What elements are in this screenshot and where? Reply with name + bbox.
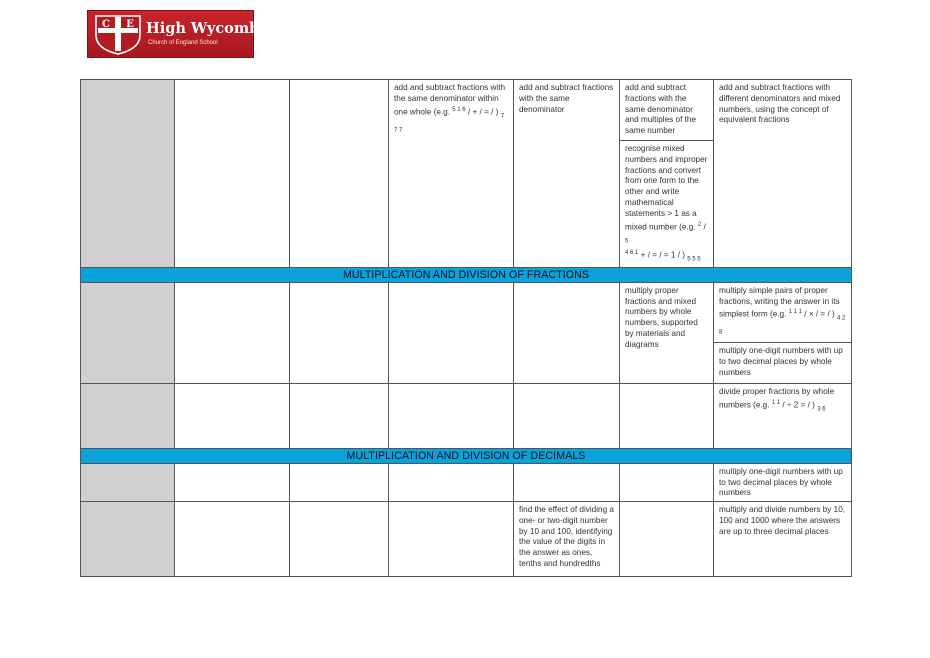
fraction-denominators: 4 2 8 — [719, 315, 846, 337]
fraction-numerators: 4 6 1 — [625, 249, 639, 256]
section-title: MULTIPLICATION AND DIVISION OF FRACTIONS — [81, 267, 852, 282]
fraction-denominators: 7 7 7 — [394, 112, 505, 134]
school-subtitle: Church of England School — [148, 40, 218, 46]
cell-y6-divide-fractions — [714, 383, 852, 448]
empty-cell — [389, 383, 514, 448]
table-row — [81, 80, 852, 268]
row-label-cell — [81, 80, 175, 268]
fraction-numerators: 1 1 1 — [788, 309, 802, 316]
cell-y5-multiply-fractions: multiply proper fractions and mixed numbers by whole numbers, supported by materials and diagrams — [620, 282, 714, 383]
row-label-cell — [81, 383, 175, 448]
empty-cell — [290, 502, 389, 577]
cell-y6-add-subtract: add and subtract fractions with different denominators and mixed numbers, using the concept of equivalent fractions — [714, 80, 852, 268]
row-label-cell — [81, 282, 175, 383]
empty-cell — [620, 383, 714, 448]
empty-cell — [620, 463, 714, 501]
table-row — [81, 282, 852, 383]
mixed-numbers-block — [620, 140, 713, 265]
empty-cell — [514, 282, 620, 383]
cell-y4-add-subtract: add and subtract fractions with the same denominator — [514, 80, 620, 268]
cell-y6-multiply-divide-powers-of-ten: multiply and divide numbers by 10, 100 and 1000 where the answers are up to three decimal places — [714, 502, 852, 577]
cell-y4-divide-decimals: find the effect of dividing a one- or two-digit number by 10 and 100, identifying the value of the digits in the answer as ones, tenths and hundredths — [514, 502, 620, 577]
empty-cell — [514, 383, 620, 448]
fraction-denominators: 3 6 — [817, 405, 826, 412]
cell-text: add and subtract fractions with the same denominator and multiples of the same number — [625, 83, 697, 136]
fraction-numerators: 1 1 — [771, 399, 781, 406]
cell-y5-add-subtract — [620, 80, 714, 268]
cell-text: divide proper fractions by whole numbers (e.g. — [719, 386, 835, 410]
school-logo — [87, 10, 269, 58]
svg-text:E: E — [126, 19, 134, 30]
empty-cell — [175, 383, 290, 448]
cell-y6-multiply-decimals: multiply one-digit numbers with up to two decimal places by whole numbers — [714, 463, 852, 501]
empty-cell — [290, 463, 389, 501]
cell-text: multiply one-digit numbers with up to two decimal places by whole numbers — [714, 342, 851, 378]
svg-text:C: C — [102, 19, 110, 30]
empty-cell — [389, 502, 514, 577]
empty-cell — [175, 502, 290, 577]
row-label-cell — [81, 502, 175, 577]
fraction-numerators: 5 1 6 — [452, 106, 466, 113]
empty-cell — [290, 80, 389, 268]
empty-cell — [514, 463, 620, 501]
section-band — [81, 267, 852, 282]
table-row — [81, 383, 852, 448]
empty-cell — [389, 463, 514, 501]
empty-cell — [620, 502, 714, 577]
crest-icon — [92, 13, 144, 56]
fraction-example: / — [703, 222, 706, 232]
fraction-denominators: 5 5 5 — [687, 255, 701, 262]
cell-text: recognise mixed numbers and improper fractions and convert from one form to the other and write mathematical statements > 1 as a mixed number (e.g. — [625, 143, 708, 232]
empty-cell — [290, 282, 389, 383]
section-band — [81, 448, 852, 463]
empty-cell — [175, 282, 290, 383]
fraction-example: / ÷ 2 = / ) — [782, 400, 815, 410]
empty-cell — [290, 383, 389, 448]
cell-text: add and subtract fractions with the same denominator within one whole (e.g. — [394, 83, 506, 117]
fraction-example: / + / = / ) — [467, 107, 499, 117]
curriculum-table — [80, 79, 852, 577]
cell-y3-add-subtract — [389, 80, 514, 268]
cell-y6-multiply-fractions — [714, 282, 852, 383]
empty-cell — [389, 282, 514, 383]
table-row — [81, 502, 852, 577]
empty-cell — [175, 463, 290, 501]
cell-text: multiply simple pairs of proper fractions, writing the answer in its simplest form (e.g. — [719, 285, 840, 320]
row-label-cell — [81, 463, 175, 501]
empty-cell — [175, 80, 290, 268]
fraction-denominator: 5 — [625, 238, 629, 245]
fraction-numerator: 2 — [697, 221, 702, 228]
section-title: MULTIPLICATION AND DIVISION OF DECIMALS — [81, 448, 852, 463]
fraction-example: / × / = / ) — [804, 310, 835, 320]
school-name: High Wycombe — [146, 20, 269, 37]
table-row — [81, 463, 852, 501]
fraction-example: + / = / = 1 / ) — [640, 250, 686, 260]
